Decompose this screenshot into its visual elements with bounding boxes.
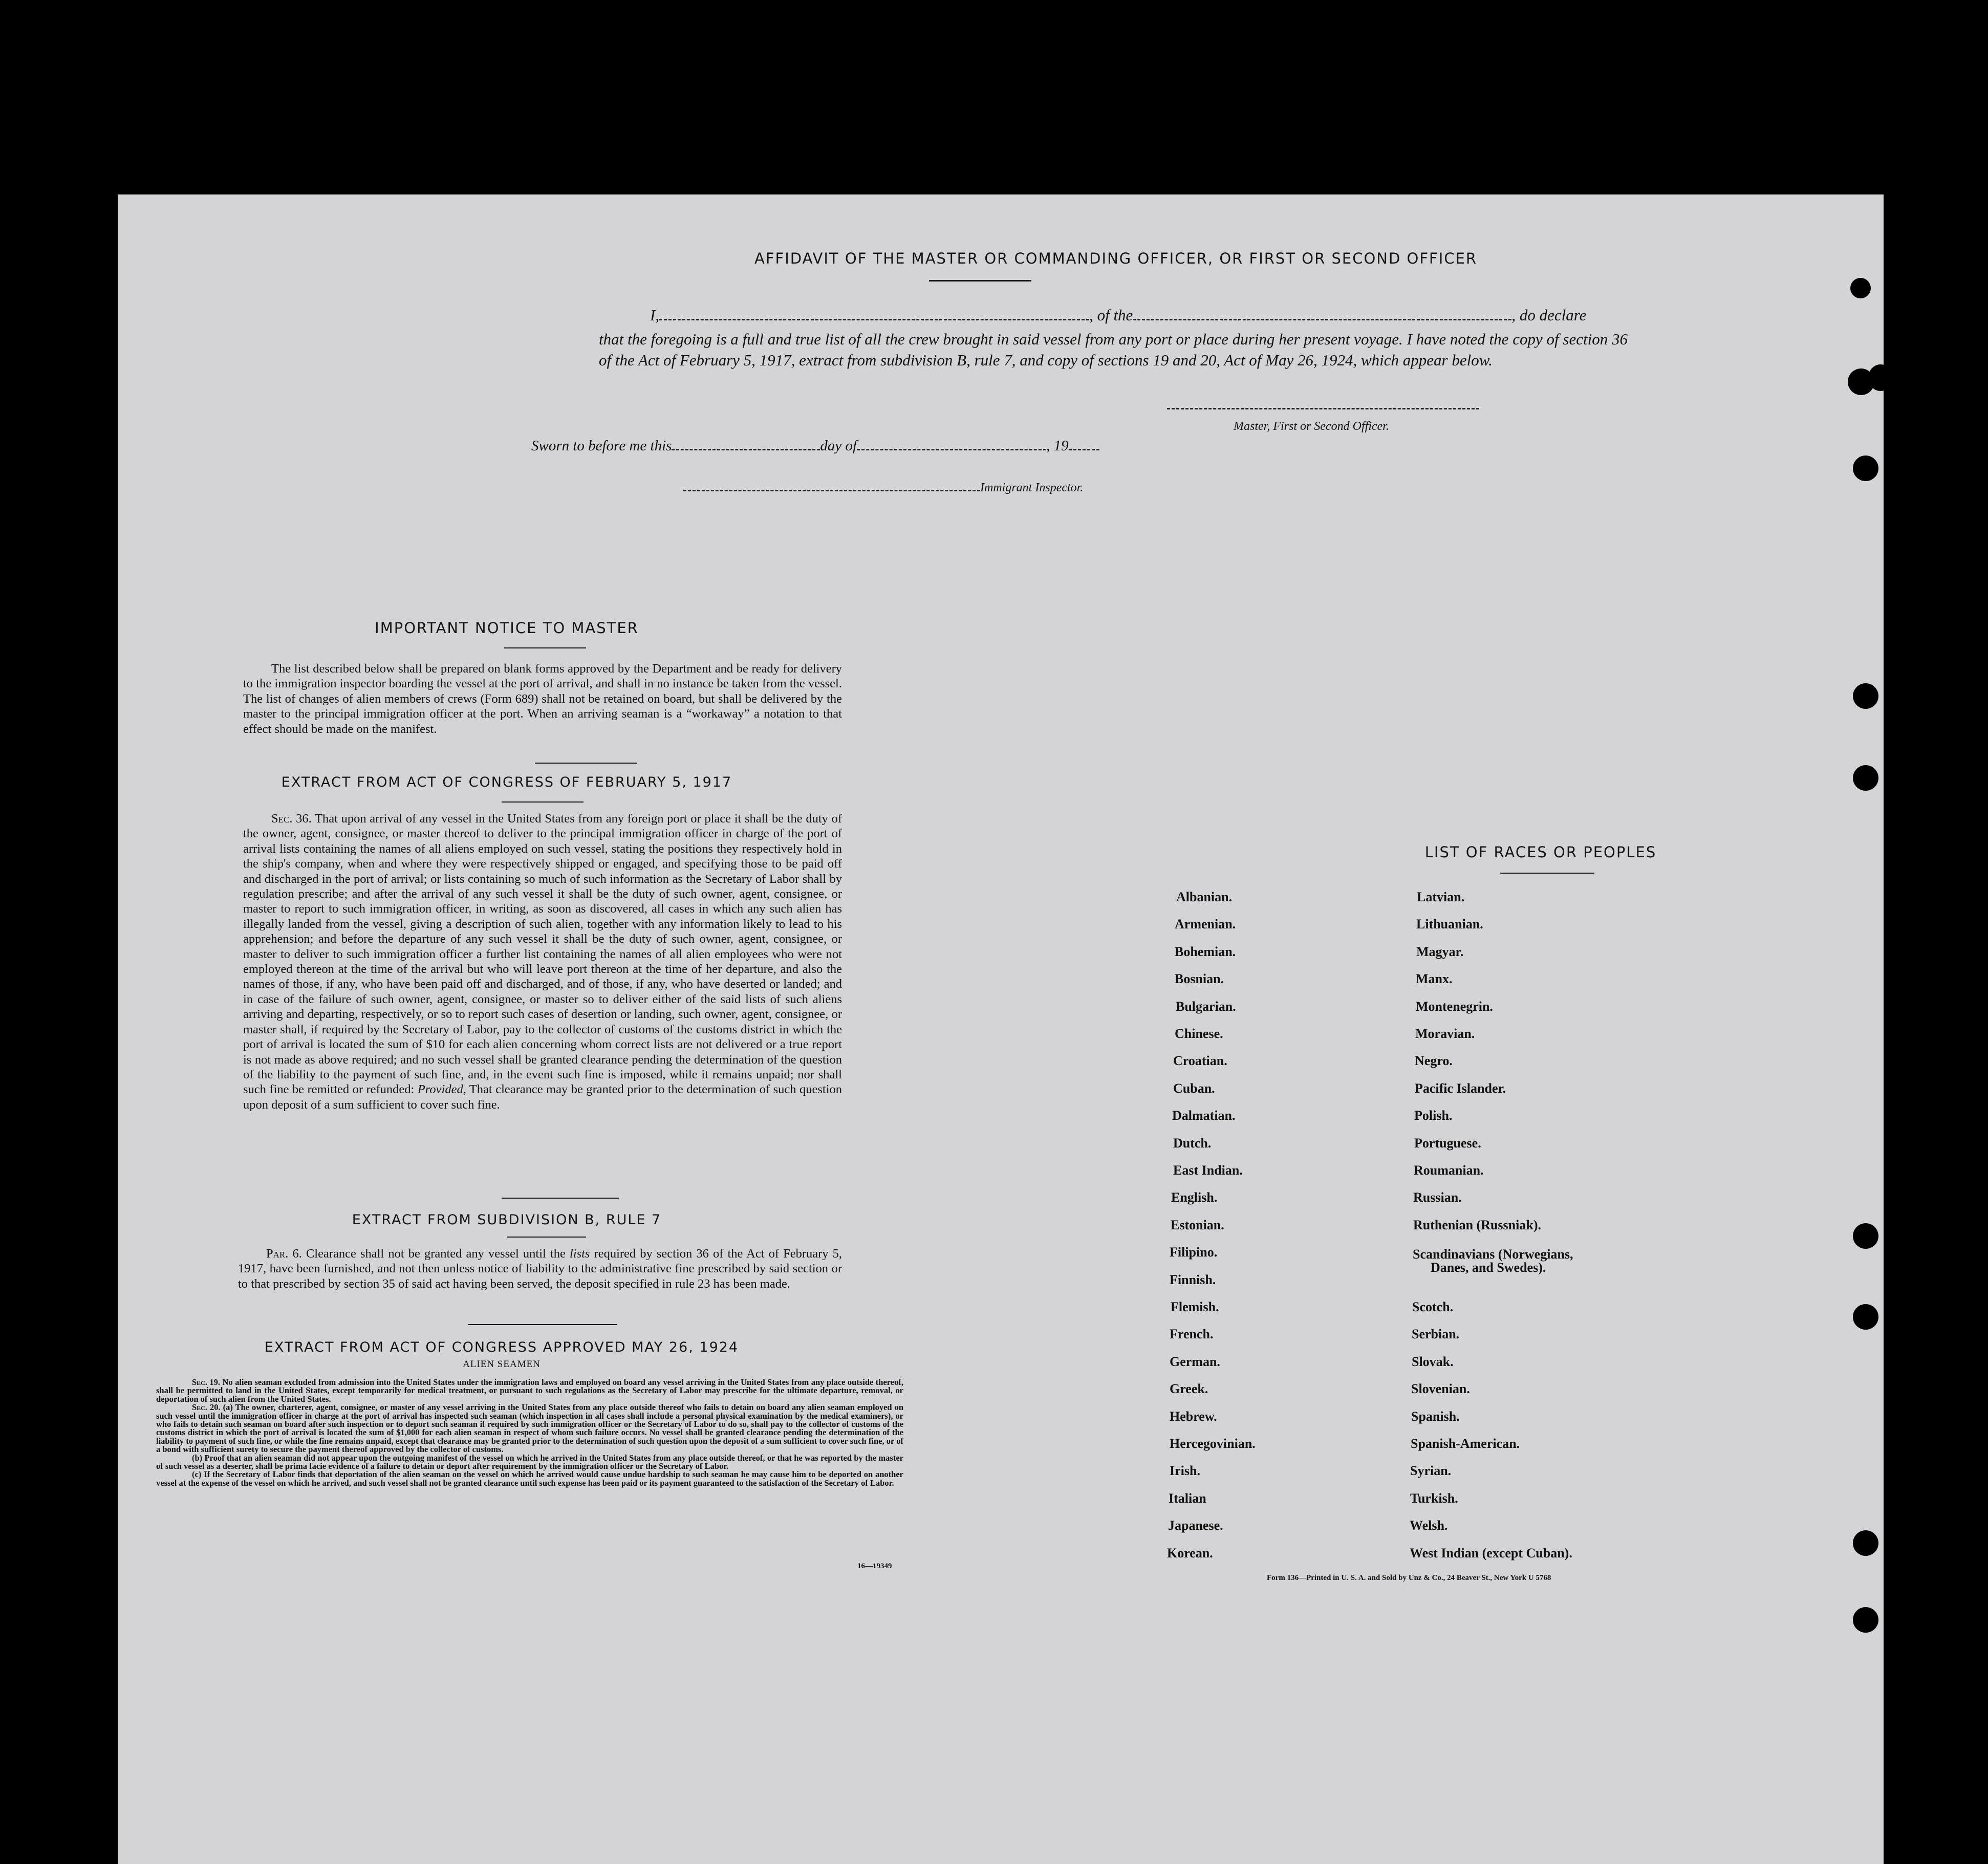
race-item: East Indian.: [1173, 1163, 1243, 1178]
section-36-body: That upon arrival of any vessel in the United States from any foreign port or place it shall be the duty of the owner, agent, consignee, or master thereof to deliver to the principal immigration officer in charge of the port of arrival lists containing the names of all aliens employed on such vessel, stating the positions they respectively hold in the ship's company, when and where they were respectively shipped or engaged, and specifying those to be paid off and discharged in the port of arrival; or lists containing so much of such information as the Secretary of Labor shall by regulation prescribe; and after the arrival of any such vessel it shall be the duty of such owner, agent, consignee, or master to report to such immigration officer, in writing, as soon as discovered, all cases in which any such alien has illegally landed from the vessel, giving a description of such alien, together with any information likely to lead to his apprehension; and before the departure of any such vessel it shall be the duty of such owner, agent, consignee, or master to deliver to such immigration officer a further list containing the names of all alien employees who were not employed thereon at the time of the arrival but who will leave port thereon at the time of her departure, and also the names of those, if any, who have been paid off and discharged, and of those, if any, who have deserted or landed; and in case of the failure of such owner, agent, consignee, or master so to deliver either of the said lists of such aliens arriving and departing, respectively, or so to report such cases of desertion or landing, such owner, agent, consignee, or master shall, if required by the Secretary of Labor, pay to the collector of customs of the customs district in which the port of arrival is located the sum of $10 for each alien concerning whom correct lists are not delivered or a true report is not made as above required; and no such vessel shall be granted clearance pending the determination of the question of the liability to the payment of such fine, and, in the event such fine is imposed, while it remains unpaid; nor shall such fine be remitted or refunded:: [243, 812, 842, 1097]
section-20b-para: (b) Proof that an alien seaman did not appear upon the outgoing manifest of the vessel on which he arrived in the United States from any place outside thereof, or that he was reported by the master of such vessel as a deserter, shall be prima facie evidence of a failure to detain or deport after requirement by the immigration officer or the Secretary of Labor.: [156, 1453, 903, 1471]
par-6-lists: lists: [569, 1247, 590, 1261]
race-item: Roumanian.: [1414, 1163, 1484, 1178]
race-item: Hercegovinian.: [1170, 1436, 1256, 1451]
race-item: Syrian.: [1410, 1463, 1452, 1479]
race-item: Negro.: [1415, 1053, 1453, 1069]
notice-title: IMPORTANT NOTICE TO MASTER: [375, 619, 639, 637]
race-item: Scandinavians (Norwegians,: [1413, 1247, 1573, 1262]
affidavit-statement: that the foregoing is a full and true list of all the crew brought in said vessel from any port or place during her present voyage. I have noted the copy of section 36 of the Act of February 5, 1917, extract from subdivision B, rule 7, and copy of sections 19 and 20, Act of May 26, 1924, which appear below.: [599, 330, 1628, 369]
race-item: Spanish-American.: [1411, 1436, 1520, 1451]
race-item: Slovenian.: [1411, 1381, 1470, 1397]
extract-1924-title: EXTRACT FROM ACT OF CONGRESS APPROVED MAY 26, 1924: [264, 1339, 739, 1355]
race-item: Lithuanian.: [1416, 917, 1483, 932]
print-code: 16—19349: [857, 1562, 892, 1570]
race-item: Magyar.: [1416, 944, 1464, 959]
inspector-label: Immigrant Inspector.: [980, 481, 1084, 494]
race-item: Flemish.: [1171, 1299, 1219, 1314]
race-item: Chinese.: [1175, 1026, 1223, 1041]
races-title: LIST OF RACES OR PEOPLES: [1424, 843, 1657, 861]
punch-hole: [1853, 1304, 1878, 1330]
punch-hole: [1853, 683, 1878, 709]
race-item: Spanish.: [1411, 1408, 1460, 1424]
day-of-label: day of: [820, 438, 857, 454]
section-36-label: Sec. 36.: [271, 812, 312, 826]
section-19-label: Sec. 19.: [192, 1377, 221, 1387]
race-item: Armenian.: [1175, 917, 1236, 932]
year-label: , 19: [1046, 438, 1069, 454]
race-item: Japanese.: [1168, 1518, 1223, 1533]
punch-hole: [1853, 1607, 1878, 1633]
race-item: English.: [1171, 1190, 1218, 1205]
punch-hole: [1853, 765, 1878, 791]
section-19-body: No alien seaman excluded from admission into the United States under the immigration laws and employed on board any vessel arriving in the United States from any place outside thereof, shall be permitted to land in the United States, except temporarily for medical treatment, or pursuant to such regulations as the Secretary of Labor may prescribe for the ultimate departure, removal, or deportation of such alien from the United States.: [156, 1377, 903, 1404]
extract-1917-title: EXTRACT FROM ACT OF CONGRESS OF FEBRUARY 5, 1917: [281, 774, 732, 790]
race-item: Portuguese.: [1414, 1135, 1481, 1151]
race-item: Ruthenian (Russniak).: [1413, 1217, 1541, 1232]
section-36-tail: That clearance may be granted prior to the determination of such question upon deposit of a sum sufficient to cover such fine.: [243, 1082, 842, 1112]
punch-hole: [1853, 456, 1878, 481]
race-item: West Indian (except Cuban).: [1410, 1545, 1572, 1560]
punch-hole: [1868, 364, 1893, 391]
punch-hole: [1850, 278, 1871, 298]
race-item: Bohemian.: [1175, 944, 1236, 959]
race-item: Croatian.: [1173, 1053, 1227, 1069]
race-item: Dutch.: [1173, 1135, 1212, 1151]
section-20a-body: (a) The owner, charterer, agent, consignee, or master of any vessel arriving in the United States from any place outside thereof who fails to detain on board any alien seaman employed on such vessel until the immigration officer in charge at the port of arrival has inspected such seaman (which inspection in all cases shall include a personal physical examination by the medical examiners), or who fails to detain such seaman on board after such inspection or to deport such seaman if required by such immigration officer or the Secretary of Labor to do so, shall pay to the collector of customs of the customs district in which the port of arrival is located the sum of $1,000 for each alien seaman in respect of whom such failure occurs. No vessel shall be granted clearance pending the determination of the liability to payment of such fine, or while the fine remains unpaid, except that clearance may be granted prior to the determination of such question upon the deposit of a sum sufficient to cover such fine, or of a bond with sufficient surety to secure the payment thereof approved by the collector of customs.: [156, 1402, 904, 1455]
race-item: Welsh.: [1410, 1518, 1448, 1533]
race-item: Moravian.: [1415, 1026, 1475, 1041]
race-item: Hebrew.: [1170, 1408, 1217, 1424]
par-6-label: Par. 6.: [266, 1247, 302, 1261]
race-item: Korean.: [1167, 1545, 1213, 1560]
race-item: Polish.: [1414, 1108, 1453, 1123]
race-item: French.: [1170, 1327, 1214, 1342]
rule-7-title: EXTRACT FROM SUBDIVISION B, RULE 7: [352, 1212, 662, 1228]
race-item: Russian.: [1413, 1190, 1462, 1205]
sworn-label: Sworn to before me this: [531, 438, 672, 454]
race-item: Estonian.: [1171, 1217, 1224, 1232]
race-item: Manx.: [1416, 971, 1453, 987]
par-6-body-a: Clearance shall not be granted any vessel until the: [306, 1247, 566, 1261]
race-item: Bosnian.: [1175, 971, 1224, 987]
section-36-provided: Provided,: [417, 1082, 466, 1097]
punch-hole: [1853, 1530, 1878, 1556]
race-item: Latvian.: [1417, 890, 1465, 904]
alien-seamen-subtitle: ALIEN SEAMEN: [463, 1359, 541, 1370]
master-signature-label: Master, First or Second Officer.: [1234, 420, 1389, 433]
race-item: Cuban.: [1173, 1080, 1215, 1096]
race-item: Danes, and Swedes).: [1431, 1260, 1546, 1275]
race-item: Scotch.: [1412, 1299, 1454, 1314]
race-item: Pacific Islander.: [1415, 1080, 1506, 1096]
par-6-body-b: required by section 36 of the Act of February 5, 1917, have been furnished, and not then unless notice of liability to the administrative fine prescribed by said section or to that prescribed by section 35 of said act having been served, the deposit specified in rule 23 has been made.: [238, 1247, 842, 1291]
race-item: Bulgarian.: [1176, 999, 1236, 1014]
race-item: Irish.: [1170, 1463, 1200, 1479]
race-item: Albanian.: [1176, 890, 1233, 904]
punch-hole: [1853, 1223, 1878, 1249]
race-item: Finnish.: [1170, 1272, 1216, 1287]
race-item: Turkish.: [1410, 1490, 1458, 1506]
race-item: Serbian.: [1412, 1327, 1460, 1342]
affidavit-title: AFFIDAVIT OF THE MASTER OR COMMANDING OFFICER, OR FIRST OR SECOND OFFICER: [754, 250, 1477, 267]
notice-text: The list described below shall be prepared on blank forms approved by the Department and be ready for delivery to the immigration inspector boarding the vessel at the port of arrival, and shall in no instance be taken from the vessel. The list of changes of alien members of crews (Form 689) shall not be retained on board, but shall be delivered by the master to the principal immigration officer at the port. When an arriving seaman is a “workaway” a notation to that effect should be made on the manifest.: [243, 662, 842, 736]
race-item: Italian: [1169, 1490, 1206, 1506]
race-item: Montenegrin.: [1416, 999, 1493, 1014]
section-20c-para: (c) If the Secretary of Labor finds that deportation of the alien seaman on the vessel on which he arrived would cause undue hardship to such seaman he may cause him to be deported on another vessel at the expense of the vessel on which he arrived, and such vessel shall not be granted clearance until such expense has been paid or its payment guaranteed to the satisfaction of the Secretary of Labor.: [156, 1469, 903, 1488]
section-20-label: Sec. 20.: [192, 1402, 221, 1413]
declarant-label: I,: [650, 306, 660, 324]
race-item: Slovak.: [1412, 1354, 1454, 1369]
form-sheet: [118, 194, 1884, 1864]
declare-label: , do declare: [1511, 306, 1587, 324]
form-footer: Form 136—Printed in U. S. A. and Sold by Unz & Co., 24 Beaver St., New York U 5768: [1267, 1574, 1551, 1582]
race-item: Filipino.: [1170, 1245, 1218, 1260]
race-item: German.: [1170, 1354, 1220, 1369]
races-list: [118, 194, 1884, 1864]
race-item: Dalmatian.: [1172, 1108, 1236, 1123]
vessel-label: , of the: [1089, 306, 1133, 324]
race-item: Greek.: [1170, 1381, 1208, 1397]
